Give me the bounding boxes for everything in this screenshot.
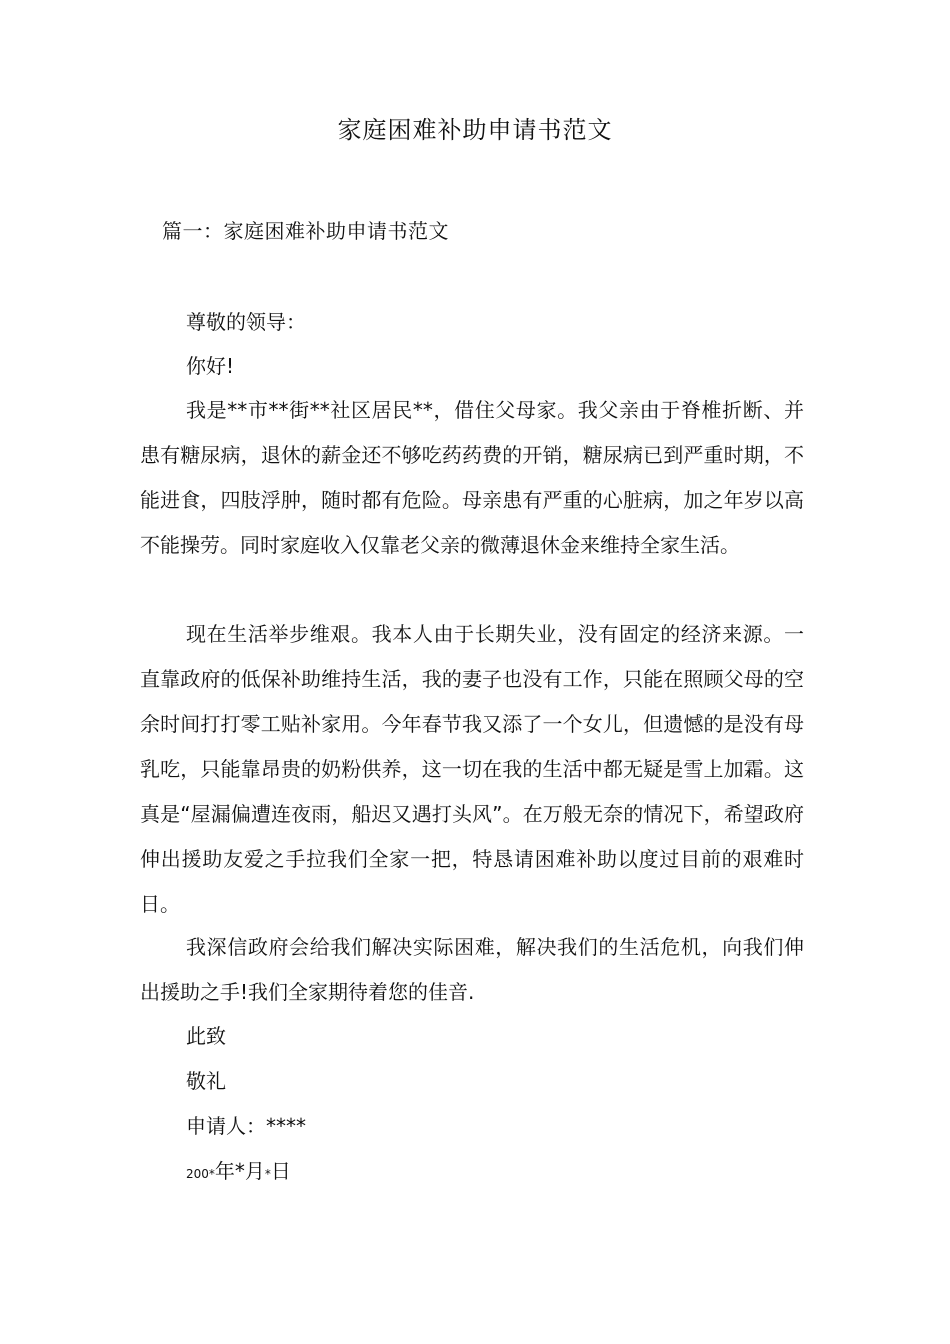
body-paragraph-3: 我深信政府会给我们解决实际困难，解决我们的生活危机，向我们伸出援助之手!我们全家期待着您的佳音. — [140, 935, 804, 1004]
greeting: 你好! — [186, 354, 235, 378]
section-heading: 篇一：家庭困难补助申请书范文 — [162, 219, 449, 243]
date-year-prefix: 200* — [186, 1167, 215, 1181]
closing-salute: 敬礼 — [186, 1069, 226, 1093]
document-title: 家庭困难补助申请书范文 — [337, 116, 613, 144]
closing-regards: 此致 — [186, 1024, 226, 1048]
date-month: 年*月 — [214, 1159, 265, 1183]
salutation: 尊敬的领导： — [186, 310, 306, 334]
body-paragraph-2: 现在生活举步维艰。我本人由于长期失业，没有固定的经济来源。一直靠政府的低保补助维持生活，我的妻子也没有工作，只能在照顾父母的空余时间打打零工贴补家用。今年春节我又添了一个女儿，但遗憾的是没有母乳吃，只能靠昂贵的奶粉供养，这一切在我的生活中都无疑是雪上加霜。这真是“屋漏偏遭连夜雨，船迟又遇打头风”。在万般无奈的情况下，希望政府伸出援助友爱之手拉我们全家一把，特恳请困难补助以度过目前的艰难时日。 — [140, 622, 804, 916]
date-line — [186, 1153, 291, 1192]
date-day: 日 — [270, 1159, 291, 1183]
body-paragraph-1: 我是**市**街**社区居民**，借住父母家。我父亲由于脊椎折断、并患有糖尿病，退休的薪金还不够吃药药费的开销，糖尿病已到严重时期，不能进食，四肢浮肿，随时都有危险。母亲患有严重的心脏病，加之年岁以高不能操劳。同时家庭收入仅靠老父亲的微薄退休金来维持全家生活。 — [140, 398, 804, 557]
applicant-line: 申请人：**** — [186, 1114, 306, 1138]
date-day-star: * — [264, 1167, 271, 1181]
